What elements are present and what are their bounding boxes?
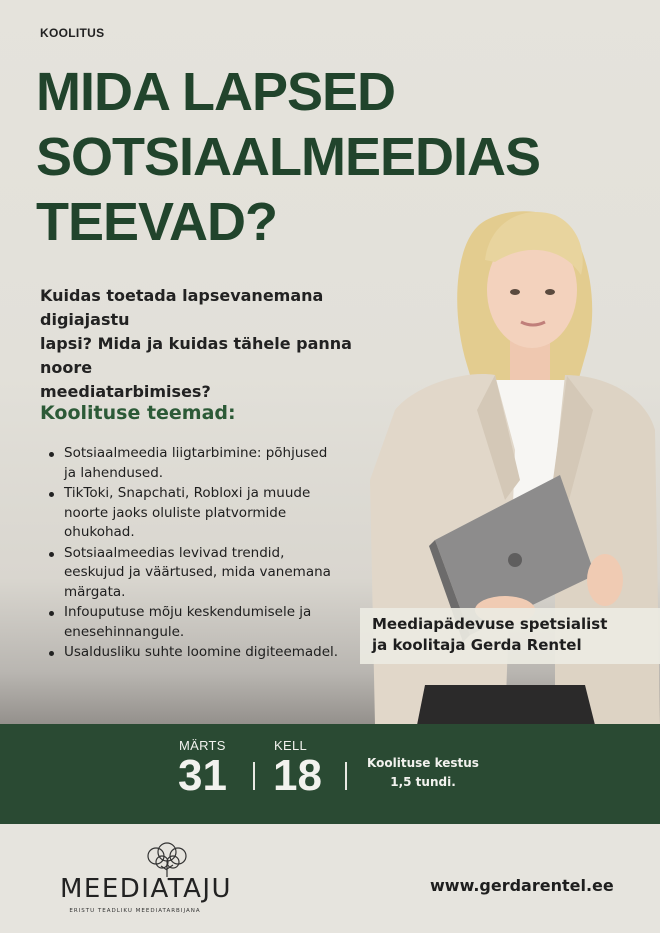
event-duration [366, 754, 480, 792]
lead-text [40, 284, 390, 404]
speaker-caption [360, 608, 660, 664]
list-item-line: eeskujud ja väärtused, mida vanemana [64, 564, 331, 580]
list-item [46, 484, 346, 543]
list-item-line: enesehinnangule. [64, 623, 185, 640]
list-item-line: TikToki, Snapchati, Robloxi ja muude [64, 485, 311, 501]
lead-line: Kuidas toetada lapsevanemana digiajastu [40, 286, 324, 329]
bullet-icon [49, 611, 54, 616]
bullet-icon [49, 492, 54, 497]
list-item-line: noorte jaoks oluliste platvormide [64, 504, 287, 521]
divider [345, 762, 347, 790]
list-item-line: Infouputuse mõju keskendumisele ja [64, 604, 312, 620]
list-item-line: märgata. [64, 583, 126, 600]
speaker-caption-line: ja koolitaja Gerda Rentel [372, 636, 582, 654]
category-label: KOOLITUS [40, 26, 105, 40]
lead-line: lapsi? Mida ja kuidas tähele panna noore [40, 334, 352, 377]
duration-line: Koolituse kestus [367, 756, 479, 770]
topics-heading: Koolituse teemad: [40, 402, 236, 424]
lead-line: meediatarbimises? [40, 382, 211, 401]
logo-tagline: ERISTU TEADLIKU MEEDIATARBIJANA [69, 908, 201, 914]
title-line: TEEVAD? [36, 192, 278, 252]
website-link[interactable]: www.gerdarentel.ee [430, 876, 614, 895]
list-item-line: ohukohad. [64, 524, 135, 540]
footer [0, 824, 660, 933]
event-date-band [0, 724, 660, 824]
bullet-icon [49, 452, 54, 457]
tree-icon [142, 842, 192, 878]
list-item-line: ja lahendused. [64, 464, 164, 481]
list-item [46, 444, 346, 483]
list-item-line: Sotsiaalmeedia liigtarbimine: põhjused [64, 445, 328, 461]
time-label: KELL [274, 738, 308, 753]
event-hour: 18 [273, 751, 322, 800]
topics-list [46, 444, 346, 664]
logo-wordmark: MEEDIATAJU [60, 874, 233, 904]
divider [253, 762, 255, 790]
bullet-icon [49, 651, 54, 656]
list-item [46, 603, 346, 642]
list-item [46, 544, 346, 603]
title-line: SOTSIAALMEEDIAS [36, 127, 541, 187]
list-item [46, 643, 346, 663]
speaker-caption-line: Meediapädevuse spetsialist [372, 615, 608, 633]
list-item-line: Sotsiaalmeedias levivad trendid, [64, 544, 285, 561]
duration-line: 1,5 tundi. [390, 775, 456, 789]
page-title [36, 60, 596, 255]
event-day: 31 [178, 751, 227, 800]
month-label: MÄRTS [179, 738, 226, 753]
title-line: MIDA LAPSED [36, 62, 396, 122]
bullet-icon [49, 552, 54, 557]
list-item-line: Usaldusliku suhte loomine digiteemadel. [64, 644, 339, 660]
